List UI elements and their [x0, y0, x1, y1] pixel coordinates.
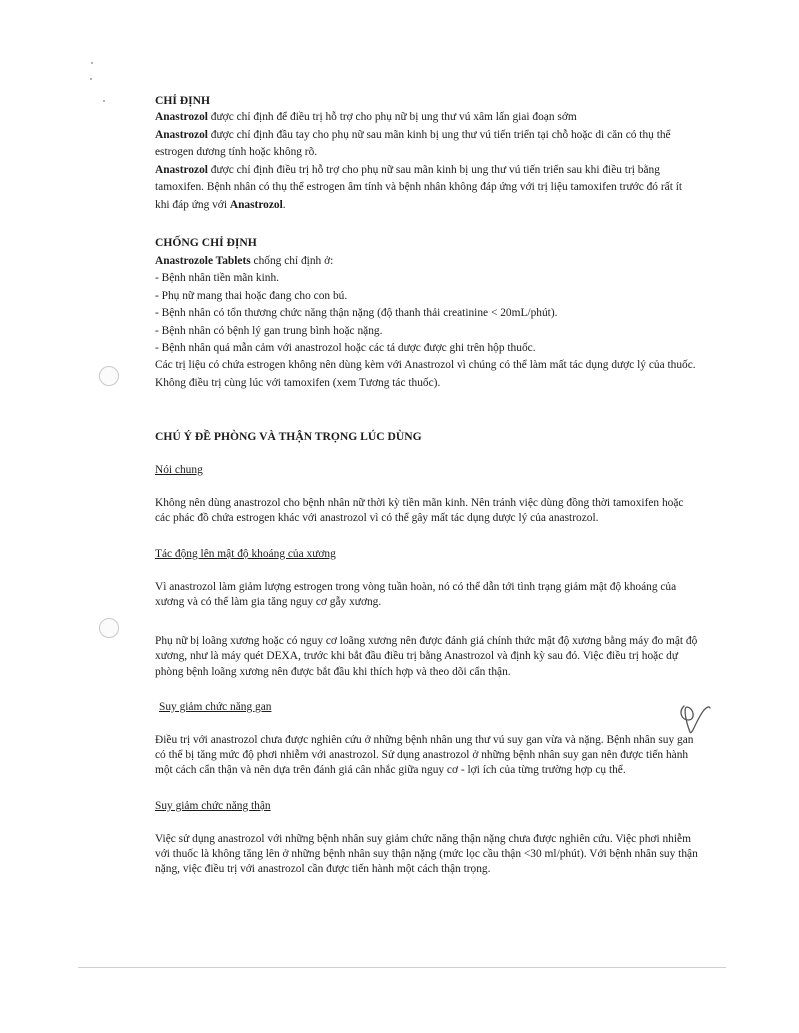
- subheading-general: Nói chung: [155, 464, 203, 476]
- kidney-paragraph: Việc sử dụng anastrozol với những bệnh nhân suy giảm chức năng thận nặng chưa được nghiên cứu. Việc phơi nhiễm với thuốc là không tăng lên ở những bệnh nhân suy thận nặng (mức lọc cầu thận <30 ml/phút). Với bệnh nhân suy thận nặng, việc điều trị với anastrozol cần được tiến hành một cách thận trọng.: [155, 832, 698, 876]
- handwritten-initial-signature: [674, 700, 714, 740]
- indications-heading: CHỈ ĐỊNH: [155, 94, 211, 107]
- contraindication-item: - Phụ nữ mang thai hoặc đang cho con bú.: [155, 289, 348, 302]
- contraindications-section: [155, 234, 700, 392]
- liver-paragraph: Điều trị với anastrozol chưa được nghiên cứu ở những bệnh nhân ung thư vú suy gan vừa và nặng. Bệnh nhân suy gan có thể bị tăng mức độ phơi nhiễm với anastrozol. Sử dụng anastrozol ở những bệnh nhân suy gan nên được tiến hành một cách cẩn thận và nên dựa trên đánh giá cân nhắc giữa nguy cơ - lợi ích của từng trường hợp cụ thể.: [155, 734, 694, 777]
- indication-paragraph-3: Anastrozol được chỉ định điều trị hỗ trợ cho phụ nữ sau mãn kinh bị ung thư vú tiến triển sau khi điều trị bằng tamoxifen. Bệnh nhân có thụ thể estrogen âm tính và bệnh nhân không đáp ứng với trị liệu tamoxifen trước đó rất ít khi đáp ứng với Anastrozol.: [155, 163, 683, 211]
- bone-paragraph-1: Vì anastrozol làm giảm lượng estrogen trong vòng tuần hoàn, nó có thể dẫn tới tình trạng giảm mật độ khoáng của xương và có thể làm gia tăng nguy cơ gẫy xương.: [155, 580, 677, 609]
- contraindication-note: Các trị liệu có chứa estrogen không nên dùng kèm với Anastrozol vì chúng có thể làm mất tác dụng dược lý của thuốc.: [155, 359, 696, 372]
- general-paragraph: Không nên dùng anastrozol cho bệnh nhân nữ thời kỳ tiền mãn kinh. Nên tránh việc dùng đồng thời tamoxifen hoặc các phác đồ chứa estrogen khác với anastrozol vì có thể gây mất tác dụng dược lý của anastrozol.: [155, 497, 684, 525]
- contraindications-intro: Anastrozole Tablets chống chỉ định ở:: [155, 255, 334, 267]
- drug-name: Anastrozol: [155, 163, 208, 176]
- indication-paragraph-2: Anastrozol được chỉ định đầu tay cho phụ nữ sau mãn kinh bị ung thư vú tiến triển tại chỗ hoặc di căn có thụ thể estrogen dương tính hoặc không rõ.: [155, 128, 671, 159]
- footer-divider: [78, 967, 726, 968]
- drug-name: Anastrozole Tablets: [155, 255, 251, 267]
- drug-name: Anastrozol: [155, 128, 208, 141]
- subheading-kidney: Suy giảm chức năng thận: [155, 799, 271, 812]
- subheading-liver: Suy giảm chức năng gan: [159, 700, 272, 713]
- contraindications-heading: CHỐNG CHỈ ĐỊNH: [155, 236, 257, 249]
- indication-paragraph-1: Anastrozol được chỉ định để điều trị hỗ trợ cho phụ nữ bị ung thư vú xâm lấn giai đoạn sớm: [155, 111, 577, 123]
- precautions-section: [155, 428, 700, 877]
- contraindication-note: Không điều trị cùng lúc với tamoxifen (xem Tương tác thuốc).: [155, 376, 441, 389]
- punch-hole-top: [99, 366, 119, 386]
- subheading-bone-density: Tác động lên mật độ khoáng của xương: [155, 547, 336, 560]
- indications-section: [155, 92, 695, 215]
- contraindication-item: - Bệnh nhân có tổn thương chức năng thận nặng (độ thanh thải creatinine < 20mL/phút).: [155, 307, 558, 320]
- drug-name: Anastrozol: [155, 111, 208, 123]
- bone-paragraph-2: Phụ nữ bị loãng xương hoặc có nguy cơ loãng xương nên được đánh giá chính thức mật độ xương bằng máy đo mật độ xương, như là máy quét DEXA, trước khi bắt đầu điều trị bằng Anastrozol và định kỳ sau đó. Việc điều trị hoặc dự phòng bệnh loãng xương nên được bắt đầu khi thích hợp và theo dõi cẩn thận.: [155, 635, 698, 678]
- contraindication-item: - Bệnh nhân quá mẫn cảm với anastrozol hoặc các tá dược được ghi trên hộp thuốc.: [155, 342, 536, 355]
- contraindication-item: - Bệnh nhân có bệnh lý gan trung bình hoặc nặng.: [155, 324, 383, 337]
- precautions-heading: CHÚ Ý ĐỀ PHÒNG VÀ THẬN TRỌNG LÚC DÙNG: [155, 430, 422, 443]
- contraindication-item: - Bệnh nhân tiền mãn kinh.: [155, 272, 280, 285]
- punch-hole-bottom: [99, 618, 119, 638]
- drug-name: Anastrozol: [229, 198, 283, 211]
